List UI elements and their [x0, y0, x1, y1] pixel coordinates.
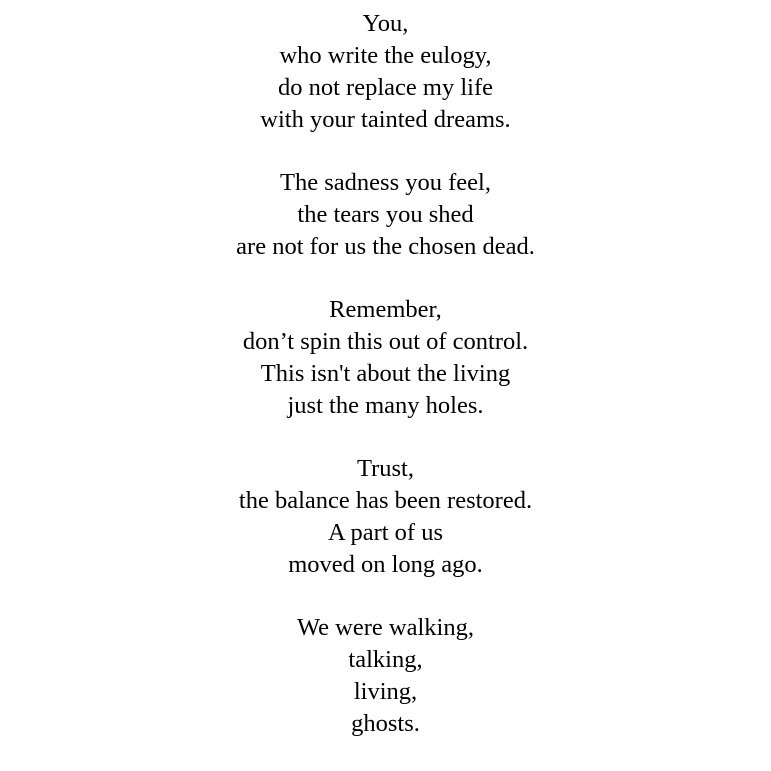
poem-line: with your tainted dreams.: [260, 106, 511, 133]
poem-line: the balance has been restored.: [238, 487, 533, 514]
poem-line: moved on long ago.: [288, 551, 483, 578]
stanza-4: [0, 453, 771, 581]
stanza-3: [0, 294, 771, 422]
poem-line: don’t spin this out of control.: [242, 328, 529, 355]
poem-line: We were walking,: [297, 614, 474, 641]
poem-line: ghosts.: [351, 710, 420, 737]
stanza-5: [0, 612, 771, 740]
poem-line: A part of us: [328, 519, 443, 546]
poem-line: You,: [362, 10, 409, 37]
poem-line: just the many holes.: [287, 392, 484, 419]
poem-line: Trust,: [357, 455, 414, 482]
poem-line: Remember,: [329, 296, 442, 323]
poem-line: are not for us the chosen dead.: [236, 233, 535, 260]
stanza-1: [0, 8, 771, 136]
poem-line: do not replace my life: [278, 74, 493, 101]
poem-line: talking,: [348, 646, 423, 673]
poem-line: This isn't about the living: [260, 360, 511, 387]
poem-line: living,: [353, 678, 418, 705]
poem-line: the tears you shed: [297, 201, 474, 228]
poem: [0, 8, 771, 740]
poem-line: The sadness you feel,: [280, 169, 491, 196]
poem-line: who write the eulogy,: [279, 42, 492, 69]
stanza-2: [0, 167, 771, 263]
